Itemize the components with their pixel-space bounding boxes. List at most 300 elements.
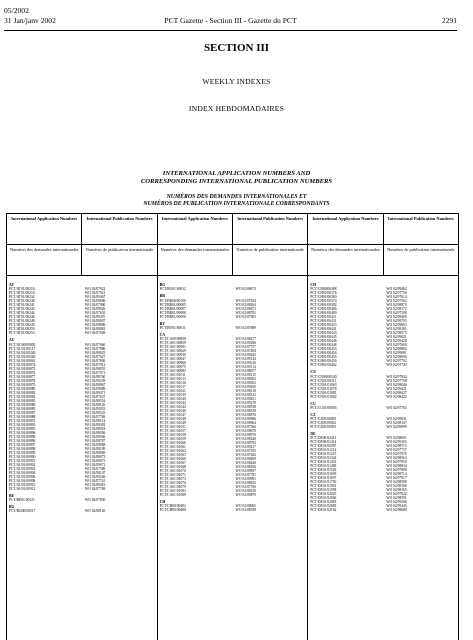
publication-number: WO 02/07556 bbox=[235, 485, 256, 490]
application-number: PCT/CA01/01070 bbox=[159, 469, 186, 474]
application-number: PCT/CH01/00453 bbox=[310, 347, 337, 352]
publication-number: WO 02/08422 bbox=[386, 394, 407, 399]
publication-number: WO 02/08189 bbox=[84, 446, 106, 451]
application-number: PCT/CA01/01068 bbox=[159, 465, 186, 470]
table-row bbox=[310, 395, 456, 399]
application-number: PCT/CA01/01063 bbox=[159, 453, 186, 458]
application-number: PCT/AT01/00248 bbox=[9, 319, 35, 324]
publication-number: WO 02/09652 bbox=[235, 381, 256, 386]
application-number: PCT/CZ00/00053 bbox=[310, 425, 337, 430]
country-code: BG bbox=[9, 504, 15, 509]
application-number: PCT/BY01/00011 bbox=[159, 325, 186, 330]
application-number: PCT/CA01/00581 bbox=[159, 345, 186, 350]
application-number: PCT/CA01/01016 bbox=[159, 381, 186, 386]
table-row bbox=[160, 287, 306, 291]
application-number: PCT/AU01/00874 bbox=[9, 362, 36, 367]
application-number: PCT/AU01/00879 bbox=[9, 382, 36, 387]
application-number: PCT/DE01/02046 bbox=[310, 496, 337, 501]
publication-number: WO 02/07494 bbox=[235, 349, 256, 354]
publication-number: WO 02/08696 bbox=[386, 355, 407, 360]
table-row bbox=[9, 498, 155, 502]
application-number: PCT/CA01/01076 bbox=[159, 481, 186, 486]
application-number: PCT/DE01/01215 bbox=[310, 452, 337, 457]
column-headers-fr bbox=[6, 244, 459, 276]
application-number: PCT/AU01/00876 bbox=[9, 370, 36, 375]
publication-number: WO 02/09467 bbox=[84, 295, 106, 300]
application-number: PCT/DE01/01469 bbox=[310, 464, 337, 469]
publication-number: WO 02/07666 bbox=[84, 342, 106, 347]
publication-number: WO 02/09266 bbox=[386, 500, 407, 505]
application-number: PCT/AU01/00898 bbox=[9, 446, 36, 451]
publication-number: WO 02/07555 bbox=[235, 449, 256, 454]
publication-number: WO 02/07702 bbox=[386, 405, 407, 410]
application-number: PCT/DE00/02413 bbox=[310, 436, 337, 441]
publication-number: WO 02/09450 bbox=[235, 385, 256, 390]
publication-number: WO 02/08793 bbox=[386, 319, 407, 324]
publication-number: WO 02/09879 bbox=[235, 493, 256, 498]
publication-number: WO 02/07743 bbox=[386, 363, 407, 368]
application-number: PCT/BG00/00017 bbox=[9, 509, 36, 514]
publication-number: WO 02/07921 bbox=[84, 291, 106, 296]
application-number: PCT/CA01/01073 bbox=[159, 477, 186, 482]
application-number: PCT/CH01/00441 bbox=[310, 327, 337, 332]
column-header: International Publication Numbers bbox=[82, 214, 157, 244]
column-header: International Publication Numbers bbox=[387, 216, 454, 221]
publication-number: WO 02/09033 bbox=[84, 406, 106, 411]
column-header: International Application Numbers bbox=[7, 214, 82, 244]
publication-number: WO 02/09114 bbox=[235, 365, 256, 370]
application-number: PCT/DE01/01659 bbox=[310, 472, 337, 477]
application-number: PCT/CH01/00406 bbox=[310, 307, 337, 312]
publication-number: WO 02/07649 bbox=[84, 331, 106, 336]
application-number: PCT/CH01/00409 bbox=[310, 311, 337, 316]
publication-number: WO 02/07922 bbox=[84, 287, 106, 292]
publication-number: WO 02/07808 bbox=[386, 468, 407, 473]
country-code: DE bbox=[310, 432, 316, 437]
publication-number: WO 02/07750 bbox=[386, 291, 407, 296]
application-number: PCT/CA01/00975 bbox=[159, 365, 186, 370]
application-number: PCT/DE01/02162 bbox=[310, 508, 337, 513]
publication-number: WO 02/08471 bbox=[84, 390, 106, 395]
application-number: PCT/AT01/00241 bbox=[9, 303, 35, 308]
publication-number: WO 02/07655 bbox=[84, 311, 106, 316]
publication-number: WO 02/09041 bbox=[386, 417, 407, 422]
publication-number: WO 02/09068 bbox=[84, 442, 106, 447]
publication-number: WO 02/07781 bbox=[235, 473, 256, 478]
publication-number: WO 02/08715 bbox=[386, 444, 407, 449]
application-number: PCT/CA01/01047 bbox=[159, 413, 186, 418]
application-number: PCT/CH00/00482 bbox=[159, 504, 186, 509]
publication-number: WO 02/08106 bbox=[235, 465, 256, 470]
application-number: PCT/CA01/01066 bbox=[159, 457, 186, 462]
publication-number: WO 02/07508 bbox=[386, 311, 407, 316]
application-number: PCT/CH01/00446 bbox=[310, 339, 337, 344]
table-title-line-2: CORRESPONDING INTERNATIONAL PUBLICATION NUMBERS bbox=[140, 178, 333, 185]
country-code: CH bbox=[159, 500, 166, 505]
application-number: PCT/CA00/00858 bbox=[159, 337, 186, 342]
publication-number: WO 02/09021 bbox=[386, 335, 407, 340]
publication-number: WO 02/08967 bbox=[84, 382, 106, 387]
table-row bbox=[160, 326, 306, 330]
publication-number: WO 02/08165 bbox=[386, 488, 407, 493]
table-row bbox=[160, 508, 306, 512]
publication-number: WO 02/08081 bbox=[84, 327, 106, 332]
publication-number: WO 02/08046 bbox=[386, 382, 407, 387]
publication-number: WO 02/09144 bbox=[235, 357, 256, 362]
publication-number: WO 02/08106 bbox=[386, 484, 407, 489]
application-number: PCT/AU01/00885 bbox=[9, 406, 36, 411]
application-number: PCT/CH00/00488 bbox=[310, 287, 337, 292]
application-number: PCT/AT01/00249 bbox=[9, 323, 35, 328]
publication-number: WO 02/07637 bbox=[84, 394, 106, 399]
publication-number: WO 02/07834 bbox=[235, 298, 256, 303]
publication-number: WO 02/07614 bbox=[386, 295, 407, 300]
publication-number: WO 02/08554 bbox=[84, 398, 106, 403]
publication-number: WO 02/07889 bbox=[235, 325, 256, 330]
column-header: International Publication Numbers bbox=[233, 214, 308, 244]
publication-number: WO 02/07912 bbox=[84, 362, 106, 367]
table-row bbox=[310, 425, 456, 429]
publication-number: WO 02/09470 bbox=[84, 315, 106, 320]
application-number: PCT/AU01/00904 bbox=[9, 470, 36, 475]
application-number: PCT/CA01/01059 bbox=[159, 437, 186, 442]
publication-number: WO 02/08678 bbox=[235, 429, 256, 434]
publication-number: WO 02/08760 bbox=[84, 374, 106, 379]
country-code: BY bbox=[159, 321, 165, 326]
publication-number: WO 02/08566 bbox=[84, 434, 106, 439]
application-number: PCT/CA01/01042 bbox=[159, 401, 186, 406]
application-number: PCT/CU01/00005 bbox=[310, 405, 337, 410]
publication-number: WO 02/07950 bbox=[386, 460, 407, 465]
publication-number: WO 02/09089 bbox=[84, 386, 106, 391]
application-number: PCT/AT01/00250 bbox=[9, 327, 35, 332]
application-number: PCT/CH01/00456 bbox=[310, 359, 337, 364]
application-number: PCT/AU01/00906 bbox=[9, 474, 36, 479]
application-number: PCT/AU01/00900 bbox=[9, 454, 36, 459]
publication-number: WO 02/08073 bbox=[84, 454, 106, 459]
application-number: PCT/CA01/01089 bbox=[159, 493, 186, 498]
application-number: PCT/CA01/01083 bbox=[159, 489, 186, 494]
publication-number: WO 02/08876 bbox=[235, 413, 256, 418]
country-code: CN bbox=[310, 370, 316, 375]
publication-number: WO 02/08107 bbox=[84, 470, 106, 475]
application-number: PCT/AU01/00117 bbox=[9, 346, 36, 351]
application-number: PCT/AU01/00877 bbox=[9, 374, 36, 379]
publication-number: WO 02/07900 bbox=[84, 303, 106, 308]
application-number: PCT/CA01/00859 bbox=[159, 341, 186, 346]
application-number: PCT/CA01/01057 bbox=[159, 429, 186, 434]
publication-number: WO 02/08673 bbox=[235, 287, 256, 292]
page-number: 2291 bbox=[441, 16, 457, 25]
publication-number: WO 02/09417 bbox=[235, 445, 256, 450]
application-number: PCT/DE01/01214 bbox=[310, 448, 337, 453]
application-number: PCT/CN01/01082 bbox=[310, 394, 337, 399]
column-group bbox=[158, 276, 309, 640]
application-number: PCT/CH01/00392 bbox=[310, 303, 337, 308]
publication-number: WO 02/08525 bbox=[84, 410, 106, 415]
publication-number: WO 02/07850 bbox=[84, 497, 106, 502]
table-row bbox=[310, 508, 456, 512]
publication-number: WO 02/08419 bbox=[84, 482, 106, 487]
application-number: PCT/CN01/00311 bbox=[310, 378, 337, 383]
application-number: PCT/DE01/00587 bbox=[310, 444, 337, 449]
publication-number: WO 02/08428 bbox=[235, 461, 256, 466]
application-number: PCT/CA01/01079 bbox=[159, 485, 186, 490]
publication-number: WO 02/08879 bbox=[386, 303, 407, 308]
publication-number: WO 02/08970 bbox=[235, 433, 256, 438]
country-code: CU bbox=[310, 401, 316, 406]
application-number: PCT/AU01/00893 bbox=[9, 422, 36, 427]
publication-number: WO 02/08469 bbox=[386, 315, 407, 320]
column-header: International Application Numbers bbox=[158, 214, 233, 244]
application-number: PCT/AT01/00253 bbox=[9, 331, 35, 336]
publication-number: WO 02/08781 bbox=[235, 310, 256, 315]
publication-number: WO 02/08302 bbox=[235, 377, 256, 382]
application-number: PCT/CH01/00374 bbox=[310, 299, 337, 304]
application-number: PCT/CA01/01048 bbox=[159, 417, 186, 422]
application-number: PCT/CA01/01061 bbox=[159, 445, 186, 450]
application-number: PCT/DE01/02063 bbox=[310, 500, 337, 505]
publication-number: WO 02/08132 bbox=[235, 393, 256, 398]
application-number: PCT/AU01/00891 bbox=[9, 418, 36, 423]
application-number: PCT/BR01/00087 bbox=[159, 306, 186, 311]
publication-number: WO 02/08025 bbox=[84, 350, 106, 355]
column-header: International Application Numbers bbox=[308, 214, 383, 244]
application-number: PCT/CA01/01058 bbox=[159, 433, 186, 438]
column-header: Numéros des demandes internationales bbox=[158, 245, 233, 275]
application-number: PCT/CA01/00966 bbox=[159, 361, 186, 366]
application-number: PCT/CA01/01021 bbox=[159, 389, 186, 394]
publication-number: WO 02/09099 bbox=[386, 425, 407, 430]
publication-number: WO 02/08118 bbox=[235, 389, 256, 394]
country-code: AU bbox=[9, 338, 15, 343]
application-number: PCT/AU01/00912 bbox=[9, 486, 36, 491]
application-number: PCT/DE00/02414 bbox=[310, 440, 337, 445]
application-number: PCT/AU01/00902 bbox=[9, 462, 36, 467]
publication-number: WO 02/08591 bbox=[386, 496, 407, 501]
publication-number: WO 02/09216 bbox=[235, 361, 256, 366]
issue-number: 05/2002 bbox=[4, 6, 29, 15]
application-number: PCT/CA01/00930 bbox=[159, 353, 186, 358]
table-title-line-1: INTERNATIONAL APPLICATION NUMBERS AND bbox=[162, 170, 311, 177]
application-number: PCT/BR01/00090 bbox=[159, 314, 186, 319]
application-number: PCT/AT01/00240 bbox=[9, 299, 35, 304]
table-row bbox=[310, 406, 456, 410]
publication-number: WO 02/07741 bbox=[84, 478, 106, 483]
publication-number: WO 02/07844 bbox=[386, 374, 407, 379]
application-number: PCT/AU01/00903 bbox=[9, 466, 36, 471]
publication-number: WO 02/08172 bbox=[386, 307, 407, 312]
application-number: PCT/AU01/00896 bbox=[9, 438, 36, 443]
publication-number: WO 02/08964 bbox=[235, 421, 256, 426]
publication-number: WO 02/09026 bbox=[84, 307, 106, 312]
country-code: CH bbox=[310, 283, 317, 287]
publication-number: WO 02/08538 bbox=[235, 405, 256, 410]
publication-number: WO 02/08969 bbox=[84, 450, 106, 455]
publication-number: WO 02/08034 bbox=[386, 464, 407, 469]
application-number: PCT/BR01/00085 bbox=[159, 302, 186, 307]
publication-number: WO 02/08691 bbox=[386, 436, 407, 441]
application-number: PCT/CN01/01078 bbox=[310, 386, 337, 391]
publication-number: WO 02/07769 bbox=[84, 486, 106, 491]
publication-number: WO 02/09240 bbox=[235, 437, 256, 442]
application-number: PCT/CA01/01051 bbox=[159, 425, 186, 430]
application-number: PCT/AU01/00861 bbox=[9, 358, 36, 363]
publication-number: WO 02/08492 bbox=[84, 422, 106, 427]
application-number: PCT/AU01/00882 bbox=[9, 390, 36, 395]
application-number: PCT/AU01/00898 bbox=[9, 434, 36, 439]
application-number: PCT/CZ00/00052 bbox=[310, 421, 337, 426]
application-number: PCT/AU01/00896 bbox=[9, 430, 36, 435]
publication-number: WO 02/07917 bbox=[386, 476, 407, 481]
application-number: PCT/DE01/01901 bbox=[310, 484, 337, 489]
publication-number: WO 02/09663 bbox=[386, 323, 407, 328]
application-number: PCT/BR00/00100 bbox=[159, 298, 186, 303]
application-number: PCT/CH01/00443 bbox=[310, 331, 337, 336]
index-hebdomadaires: INDEX HEBDOMADAIRES bbox=[188, 104, 285, 113]
column-group bbox=[7, 276, 158, 640]
publication-number: WO 02/09286 bbox=[235, 341, 256, 346]
publication-number: WO 02/08120 bbox=[84, 509, 106, 514]
table-subtitle-line-1: NUMÉROS DES DEMANDES INTERNATIONALES ET bbox=[166, 194, 307, 200]
publication-number: WO 02/08409 bbox=[235, 457, 256, 462]
publication-number: WO 02/09696 bbox=[235, 417, 256, 422]
table-subtitle-line-2: NUMÉROS DE PUBLICATION INTERNATIONALE CORRESPONDANTS bbox=[143, 201, 330, 207]
application-number: PCT/CN01/01063 bbox=[310, 382, 337, 387]
header-rule bbox=[4, 30, 457, 31]
application-number: PCT/AU01/00878 bbox=[9, 378, 36, 383]
publication-number: WO 02/07643 bbox=[235, 453, 256, 458]
publication-number: WO 02/08564 bbox=[386, 456, 407, 461]
number-table bbox=[6, 276, 459, 640]
publication-number: WO 02/07566 bbox=[235, 425, 256, 430]
publication-number: WO 02/09462 bbox=[386, 287, 407, 292]
table-row bbox=[160, 315, 306, 319]
application-number: PCT/AU01/00885 bbox=[9, 398, 36, 403]
publication-number: WO 02/09428 bbox=[386, 339, 407, 344]
publication-number: WO 02/07976 bbox=[386, 452, 407, 457]
application-number: PCT/CA01/00983 bbox=[159, 369, 186, 374]
country-code: BE bbox=[9, 493, 15, 498]
publication-number: WO 02/08575 bbox=[386, 331, 407, 336]
section-title: SECTION III bbox=[203, 42, 270, 54]
application-number: PCT/CA01/01062 bbox=[159, 449, 186, 454]
publication-number: WO 02/09239 bbox=[84, 378, 106, 383]
column-header: Numéros de publication internationale bbox=[82, 245, 157, 275]
application-number: PCT/CA01/00947 bbox=[159, 357, 186, 362]
column-header: Numéros des demandes internationales bbox=[7, 245, 82, 275]
publication-number: WO 02/08055 bbox=[84, 366, 106, 371]
application-number: PCT/AU01/00908 bbox=[9, 478, 36, 483]
publication-number: WO 02/08680 bbox=[386, 508, 407, 513]
application-number: PCT/BG01/00012 bbox=[159, 287, 186, 292]
application-number: PCT/AT01/00243 bbox=[9, 307, 35, 312]
publication-number: WO 02/08150 bbox=[235, 489, 256, 494]
table-row bbox=[9, 331, 155, 335]
application-number: PCT/AU01/00887 bbox=[9, 410, 36, 415]
application-number: PCT/CH01/00176 bbox=[310, 291, 337, 296]
application-number: PCT/CA01/00629 bbox=[159, 349, 186, 354]
weekly-indexes: WEEKLY INDEXES bbox=[202, 77, 271, 86]
application-number: PCT/CA01/01044 bbox=[159, 405, 186, 410]
application-number: PCT/CA01/01040 bbox=[159, 397, 186, 402]
application-number: PCT/CA01/01035 bbox=[159, 393, 186, 398]
publication-number: WO 02/07562 bbox=[386, 299, 407, 304]
publication-number: WO 02/07600 bbox=[386, 343, 407, 348]
publication-number: WO 02/07737 bbox=[386, 448, 407, 453]
country-code: BR bbox=[159, 294, 165, 299]
gazette-title: PCT Gazette - Section III - Gazette du PCT bbox=[164, 16, 297, 25]
publication-number: WO 02/08264 bbox=[235, 302, 256, 307]
application-number: PCT/AT01/00232 bbox=[9, 295, 35, 300]
country-code: CZ bbox=[310, 412, 316, 417]
application-number: PCT/AU00/00805 bbox=[9, 342, 36, 347]
publication-number: WO 02/08598 bbox=[386, 480, 407, 485]
table-row bbox=[9, 487, 155, 491]
publication-number: WO 02/08056 bbox=[84, 430, 106, 435]
application-number: PCT/AU01/00888 bbox=[9, 414, 36, 419]
application-number: PCT/CN01/01081 bbox=[310, 390, 337, 395]
application-number: PCT/AT01/00244 bbox=[9, 311, 35, 316]
application-number: PCT/DE01/01433 bbox=[310, 460, 337, 465]
publication-number: WO 02/09246 bbox=[84, 474, 106, 479]
publication-number: WO 02/08115 bbox=[235, 373, 256, 378]
application-number: PCT/AU01/00249 bbox=[9, 350, 36, 355]
application-number: PCT/AU01/00910 bbox=[9, 482, 36, 487]
publication-number: WO 02/09837 bbox=[235, 469, 256, 474]
application-number: PCT/CH01/00455 bbox=[310, 355, 337, 360]
application-number: PCT/AU01/00899 bbox=[9, 450, 36, 455]
application-number: PCT/CH01/00448 bbox=[310, 343, 337, 348]
publication-number: WO 02/07971 bbox=[84, 370, 106, 375]
application-number: PCT/CA01/01071 bbox=[159, 473, 186, 478]
publication-number: WO 02/09165 bbox=[386, 440, 407, 445]
table-subtitle bbox=[0, 194, 473, 208]
publication-number: WO 02/08923 bbox=[235, 481, 256, 486]
application-number: PCT/BR01/00088 bbox=[159, 310, 186, 315]
application-number: PCT/DE01/01750 bbox=[310, 480, 337, 485]
publication-number: WO 02/07922 bbox=[386, 492, 407, 497]
application-number: PCT/CH01/00445 bbox=[310, 335, 337, 340]
application-number: PCT/CH01/00462 bbox=[310, 363, 337, 368]
application-number: PCT/AT01/00218 bbox=[9, 291, 35, 296]
application-number: PCT/CA01/01067 bbox=[159, 461, 186, 466]
column-header: Numéros de publication internationale bbox=[233, 245, 308, 275]
publication-number: WO 02/08007 bbox=[84, 319, 106, 324]
page-header bbox=[4, 6, 457, 26]
application-number: PCT/AU01/00880 bbox=[9, 386, 36, 391]
publication-number: WO 02/07769 bbox=[84, 414, 106, 419]
publication-number: WO 02/09445 bbox=[386, 504, 407, 509]
publication-number: WO 02/07577 bbox=[235, 345, 256, 350]
publication-number: WO 02/07627 bbox=[84, 354, 106, 359]
publication-number: WO 02/08018 bbox=[84, 426, 106, 431]
publication-number: WO 02/09072 bbox=[84, 462, 106, 467]
publication-number: WO 02/07708 bbox=[386, 378, 407, 383]
issue-date: 31 Jan/janv 2002 bbox=[4, 16, 56, 25]
application-number: PCT/DE01/02083 bbox=[310, 504, 337, 509]
publication-number: WO 02/09451 bbox=[235, 397, 256, 402]
application-number: PCT/CH01/00360 bbox=[310, 295, 337, 300]
column-group bbox=[308, 276, 458, 640]
application-number: PCT/AU01/00540 bbox=[9, 354, 36, 359]
publication-number: WO 02/08882 bbox=[386, 347, 407, 352]
application-number: PCT/CA01/01046 bbox=[159, 409, 186, 414]
publication-number: WO 02/08065 bbox=[235, 504, 256, 509]
publication-number: WO 02/09435 bbox=[235, 353, 256, 358]
application-number: PCT/AT01/00210 bbox=[9, 287, 35, 292]
publication-number: WO 02/08181 bbox=[386, 327, 407, 332]
